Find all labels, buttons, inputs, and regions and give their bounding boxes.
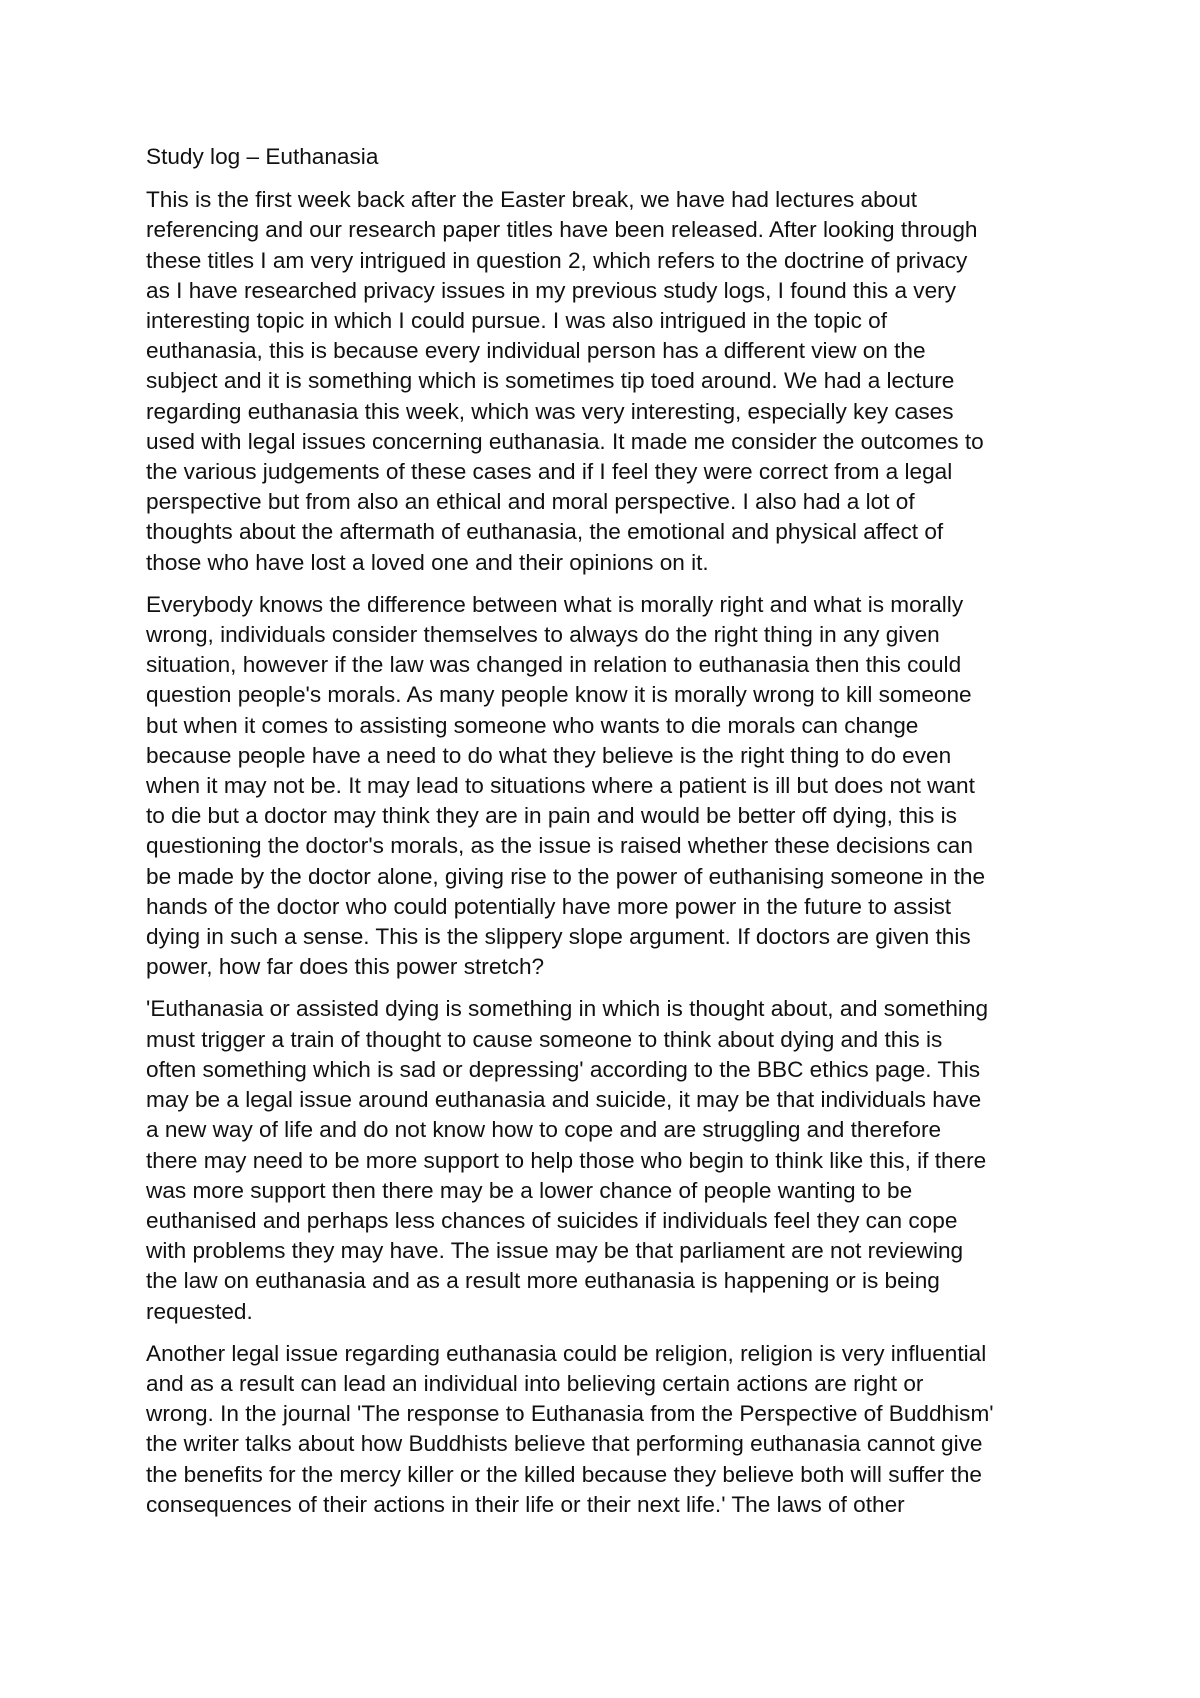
text-line: question people's morals. As many people know it is morally wrong to kill someone [146,682,972,708]
paragraph-1 [146,185,1076,578]
text-line: those who have lost a loved one and their opinions on it. [146,549,709,575]
text-line: was more support then there may be a lower chance of people wanting to be [146,1177,913,1203]
text-line: there may need to be more support to help those who begin to think like this, if there [146,1147,987,1173]
text-line: used with legal issues concerning euthanasia. It made me consider the outcomes to [146,428,984,454]
text-line: thoughts about the aftermath of euthanasia, the emotional and physical affect of [146,519,944,545]
text-line: because people have a need to do what they believe is the right thing to do even [146,742,952,768]
text-line: situation, however if the law was changed in relation to euthanasia then this could [146,652,962,678]
text-line: questioning the doctor's morals, as the issue is raised whether these decisions can [146,833,973,859]
paragraph-4 [146,1339,1076,1520]
text-line: but when it comes to assisting someone who wants to die morals can change [146,712,919,738]
text-line: euthanised and perhaps less chances of suicides if individuals feel they can cope [146,1207,958,1233]
text-line: 'Euthanasia or assisted dying is something in which is thought about, and something [146,996,989,1022]
text-line: with problems they may have. The issue may be that parliament are not reviewing [146,1238,964,1264]
text-line: dying in such a sense. This is the slippery slope argument. If doctors are given this [146,924,971,950]
text-line: euthanasia, this is because every individual person has a different view on the [146,338,926,364]
text-line: must trigger a train of thought to cause someone to think about dying and this is [146,1026,943,1052]
text-line: be made by the doctor alone, giving rise to the power of euthanising someone in the [146,863,986,889]
text-line: consequences of their actions in their life or their next life.' The laws of other [146,1491,905,1517]
paragraphs [146,185,1076,1520]
text-line: the various judgements of these cases and if I feel they were correct from a legal [146,459,953,485]
text-line: Another legal issue regarding euthanasia could be religion, religion is very influential [146,1340,987,1366]
text-line: referencing and our research paper titles have been released. After looking through [146,217,978,243]
text-line: subject and it is something which is sometimes tip toed around. We had a lecture [146,368,955,394]
text-line: when it may not be. It may lead to situations where a patient is ill but does not want [146,773,975,799]
document-title: Study log – Euthanasia [146,144,379,169]
paragraph-2 [146,590,1076,983]
text-line: This is the first week back after the Easter break, we have had lectures about [146,187,918,213]
text-line: interesting topic in which I could pursue. I was also intrigued in the topic of [146,308,887,334]
text-line: requested. [146,1298,253,1324]
text-line: regarding euthanasia this week, which was very interesting, especially key cases [146,398,954,424]
text-line: the writer talks about how Buddhists believe that performing euthanasia cannot give [146,1431,983,1457]
text-line: perspective but from also an ethical and moral perspective. I also had a lot of [146,489,915,515]
text-line: Everybody knows the difference between what is morally right and what is morally [146,591,964,617]
text-line: to die but a doctor may think they are in pain and would be better off dying, this is [146,803,957,829]
text-line: a new way of life and do not know how to cope and are struggling and therefore [146,1117,942,1143]
text-line: hands of the doctor who could potentially have more power in the future to assist [146,893,952,919]
text-line: wrong, individuals consider themselves to always do the right thing in any given [146,622,940,648]
text-line: may be a legal issue around euthanasia and suicide, it may be that individuals have [146,1087,982,1113]
text-line: power, how far does this power stretch? [146,954,545,980]
text-line: wrong. In the journal 'The response to Euthanasia from the Perspective of Buddhism' [146,1401,994,1427]
document-body [146,142,1076,1532]
text-line: often something which is sad or depressing' according to the BBC ethics page. This [146,1056,981,1082]
paragraph-3 [146,994,1076,1326]
text-line: and as a result can lead an individual into believing certain actions are right or [146,1370,924,1396]
text-line: as I have researched privacy issues in my previous study logs, I found this a very [146,277,956,303]
text-line: the law on euthanasia and as a result more euthanasia is happening or is being [146,1268,940,1294]
text-line: the benefits for the mercy killer or the killed because they believe both will suffer the [146,1461,982,1487]
text-line: these titles I am very intrigued in question 2, which refers to the doctrine of privacy [146,247,968,273]
